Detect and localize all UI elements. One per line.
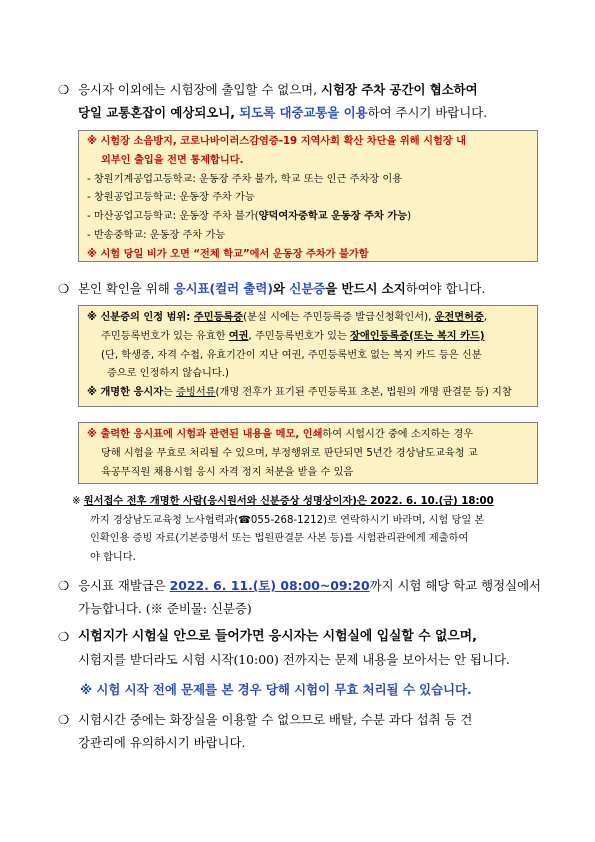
- paragraph-reissue: ❍ 응시표 재발급은 2022. 6. 11.(토) 08:00~09:20까지 시험 해당 학교 행정실에서 가능합니다. (※ 준비물: 신분증): [58, 574, 548, 620]
- list-item: - 마산공업고등학교: 운동장 주차 불가(양덕여자중학교 운동장 주차 가능): [87, 211, 412, 223]
- parking-notice-box: [78, 130, 538, 262]
- box-heading: 외부인 출입을 전면 통제합니다.: [101, 154, 244, 166]
- emphasis-text: 을 반드시 소지: [325, 281, 406, 296]
- paragraph-exam-room-entry: ❍ 시험지가 시험실 안으로 들어가면 응시자는 시험실에 입실할 수 없으며, 시험지를 받더라도 시험 시작(10:00) 전까지는 문제 내용을 보아서는 안 됩니다.: [58, 625, 548, 671]
- list-item: - 창원공업고등학교: 운동장 주차 가능: [87, 192, 255, 204]
- rain-warning: ※ 시험 당일 비가 오면 “전체 학교”에서 운동장 주차가 불가함: [87, 248, 369, 260]
- paragraph-entry-restriction: [58, 78, 548, 124]
- box-heading: ※ 시험장 소음방지, 코로나바이러스감염증-19 지역사회 확산 차단을 위해 시험장 내: [87, 136, 467, 147]
- text: 응시자 이외에는 시험장에 출입할 수 없으며,: [78, 82, 322, 97]
- bullet-icon: ❍: [58, 629, 70, 644]
- id-scope-box: ※ 신분증의 인정 범위: 주민등록증(분실 시에는 주민등록증 발급신청확인서), 운전면허증, 주민등록번호가 있는 유효한 여권, 주민등록번호가 있는 장애인등록증(또는 복지 카드) (단, 학생증, 자격 수첩, 유효기간이 지난 여권, 주민등록번호 없는 복지 카드 등은 신분 증으로 인정하지 않습니다.) ※ 개명한 응시자는 증빙서류(개명 전후가 표기된 주민등록표 초본, 법원의 개명 판결문 등) 지참: [78, 305, 538, 407]
- emphasis-text: 당일 교통혼잡이 예상되오니,: [78, 105, 240, 120]
- text: 하여 주시기 바랍니다.: [367, 105, 488, 120]
- reissue-date: 2022. 6. 11.(토) 08:00~09:20: [169, 578, 370, 593]
- blue-emphasis-text: 신분증: [289, 281, 326, 296]
- emphasis-text: 시험장 주차 공간이 협소하여: [321, 82, 478, 97]
- paragraph-restroom: ❍ 시험시간 중에는 화장실을 이용할 수 없으므로 배탈, 수분 과다 섭취 등 건 강관리에 유의하시기 바랍니다.: [58, 708, 548, 754]
- invalidation-warning: ※ 시험 시작 전에 문제를 본 경우 당해 시험이 무효 처리될 수 있습니다.: [80, 682, 472, 697]
- bullet-icon: ❍: [58, 578, 70, 593]
- bullet-icon: ❍: [58, 82, 70, 97]
- list-item: - 창원기계공업고등학교: 운동장 주차 불가, 학교 또는 인근 주차장 이용: [87, 173, 403, 185]
- bullet-icon: ❍: [58, 712, 70, 727]
- blue-emphasis-text: 되도록 대중교통을 이용: [239, 105, 368, 120]
- paragraph-id-requirement: ❍ 본인 확인을 위해 응시표(컬러 출력)와 신분증을 반드시 소지하여야 합니다.: [58, 277, 548, 300]
- name-change-note: ※ 원서접수 전후 개명한 사람(응시원서와 신분증상 성명상이자)은 2022. 6. 10.(금) 18:00 까지 경상남도교육청 노사협력과(☎055-268-1212)로 연락하시기 바라며, 시험 당일 본 인확인용 증빙 자료(기본증명서 또는 법원판결문 사본 등)를 시험관리관에게 제출하여 야 합니다.: [72, 496, 494, 563]
- bullet-icon: ❍: [58, 281, 70, 296]
- blue-emphasis-text: 응시표(컬러 출력): [173, 281, 274, 296]
- memo-warning-box: ※ 출력한 응시표에 시험과 관련된 내용을 메모, 인쇄하여 시험시간 중에 소지하는 경우 당해 시험을 무효로 처리될 수 있으며, 부정행위로 판단되면 5년간 경상남도교육청 교 육공무직원 채용시험 응시 자격 정지 처분을 받을 수 있음: [78, 422, 538, 484]
- list-item: - 반송중학교: 운동장 주차 가능: [87, 229, 226, 241]
